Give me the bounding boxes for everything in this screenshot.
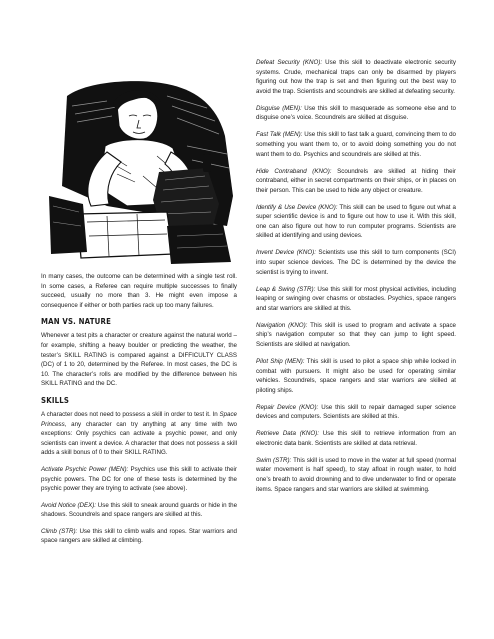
heading-skills: SKILLS <box>41 395 70 405</box>
skill-term: Defeat Security (KNO): <box>256 59 323 66</box>
skill-entry <box>256 203 456 241</box>
skill-entry <box>41 465 237 494</box>
skill-entry <box>256 456 456 494</box>
skill-term: Activate Psychic Power (MEN): <box>41 465 129 473</box>
skill-entry <box>256 167 456 196</box>
left-column <box>41 272 237 553</box>
illustration-figure-lifting-boulder <box>47 76 237 269</box>
skill-text: Psychics use this skill to activate their psychic powers. The DC for one of these tests is determined by the psychic power they are trying to activate (see above). <box>41 465 237 493</box>
skill-entry <box>256 285 456 314</box>
skill-text: Use this skill to retrieve information from an electronic data bank. Scientists are skilled at data retrieval. <box>256 430 456 447</box>
skill-term: Pilot Ship (MEN): <box>256 357 305 365</box>
skill-term: Swim (STR): <box>256 456 292 464</box>
skill-text: Use this skill to fast talk a guard, convincing them to do something you want them to, or to avoid doing something you do not want them to do. Psychics and scoundrels are skilled at this. <box>256 131 456 158</box>
game-title: Space Princess <box>41 410 237 428</box>
skill-text: Scientists use this skill to turn components (SCI) into super science devices. The DC is determined by the device the scientist is trying to invent. <box>256 249 456 276</box>
skill-term: Disguise (MEN): <box>256 104 302 112</box>
skill-entry <box>256 58 456 96</box>
skill-entry <box>256 403 456 422</box>
skill-term: Identify & Use Device (KNO): <box>256 203 338 211</box>
skill-text: Use this skill to deactivate electronic security systems. Crude, mechanical traps can only be disarmed by players figuring out how the trap is set and then figuring out the best way to avoid the trap. Scientists and scoundrels are skilled at defeating security. <box>256 59 456 95</box>
skill-term: Repair Device (KNO): <box>256 403 319 411</box>
skill-text: Use this skill to climb walls and ropes. Star warriors and space rangers are skilled at climbing. <box>41 527 237 545</box>
skill-text: Use this skill to masquerade as someone else and to disguise one’s voice. Scoundrels are skilled at disguise. <box>256 104 456 122</box>
skill-text: This skill is used to pilot a space ship while locked in combat with pursuers. It might also be used for operating similar vehicles. Scoundrels, space rangers and star warriors are skilled at piloting ships. <box>256 357 456 394</box>
skill-text: Use this skill to repair damaged super science devices and computers. Scientists are skilled at this. <box>256 403 457 421</box>
skill-entry <box>256 357 456 395</box>
skill-text: This skill can be used to figure out what a super scientific device is and to figure out how to use it. With this skill, one can also figure out how to run computer programs. Scientists are skilled at identifying and using devices. <box>256 203 456 240</box>
skill-term: Retrieve Data (KNO): <box>256 430 319 438</box>
skill-entry <box>256 248 456 277</box>
skill-text: This skill is used to move in the water at full speed (normal water movement is half speed), to stay afloat in rough water, to hold one’s breath to avoid drowning and to dive underwater to find or operate items. Space rangers and star warriors are skilled at swimming. <box>256 456 456 493</box>
skills-intro-pre: A character does not need to possess a skill in order to test it. In <box>41 410 220 418</box>
skill-term: Hide Contraband (KNO): <box>256 167 332 175</box>
skill-entry <box>41 501 237 520</box>
skill-text: Use this skill to sneak around guards or hide in the shadows. Scoundrels and space rangers are skilled at this. <box>41 501 238 519</box>
right-column <box>256 58 456 502</box>
man-vs-nature-paragraph: Whenever a test pits a character or creature against the natural world – for example, shifting a heavy boulder or predicting the weather, the tester’s SKILL RATING is compared against a DIFFICULTY CLASS (DC) of 1 to 20, determined by the Referee. In most cases, the DC is 10. The character’s rolls are modified by the difference between his SKILL RATING and the DC. <box>41 332 237 388</box>
skill-text: Scoundrels are skilled at hiding their contraband, either in secret compartments on their ships, or in places on their person. This can be used to hide any object or creature. <box>256 167 456 194</box>
skills-intro-paragraph <box>41 410 237 458</box>
skill-term: Navigation (KNO): <box>256 321 308 329</box>
skill-entry <box>256 429 456 448</box>
skill-text: This skill is used to program and activate a space ship’s navigation computer so that they can jump to light speed. Scientists are skilled at navigation. <box>256 321 456 348</box>
skill-entry <box>256 104 456 123</box>
skill-term: Invent Device (KNO): <box>256 249 316 257</box>
skill-term: Climb (STR): <box>41 527 78 535</box>
skills-intro-post: , any character can try anything at any time with two exceptions: Only psychics can activate a psychic power, and only scientists can invent a device. A character that does not possess a skill adds a skill bonus of 0 to their SKILL RATING. <box>41 420 237 457</box>
skill-entry <box>256 321 456 350</box>
skill-entry <box>256 130 456 159</box>
skill-text: Use this skill for most physical activities, including leaping or swinging over chasms or obstacles. Psychics, space rangers and star warriors are skilled at this. <box>256 285 456 312</box>
skill-entry <box>41 527 237 546</box>
intro-paragraph: In many cases, the outcome can be determined with a single test roll. In some cases, a Referee can require multiple successes to finally succeed, usually no more than 3. He might even impose a consequence if either or both parties rack up too many failures. <box>41 273 237 309</box>
skill-term: Leap & Swing (STR): <box>256 285 316 293</box>
heading-man-vs-nature: MAN VS. NATURE <box>41 317 112 327</box>
skill-term: Fast Talk (MEN): <box>256 131 303 139</box>
skill-term: Avoid Notice (DEX): <box>41 501 97 509</box>
